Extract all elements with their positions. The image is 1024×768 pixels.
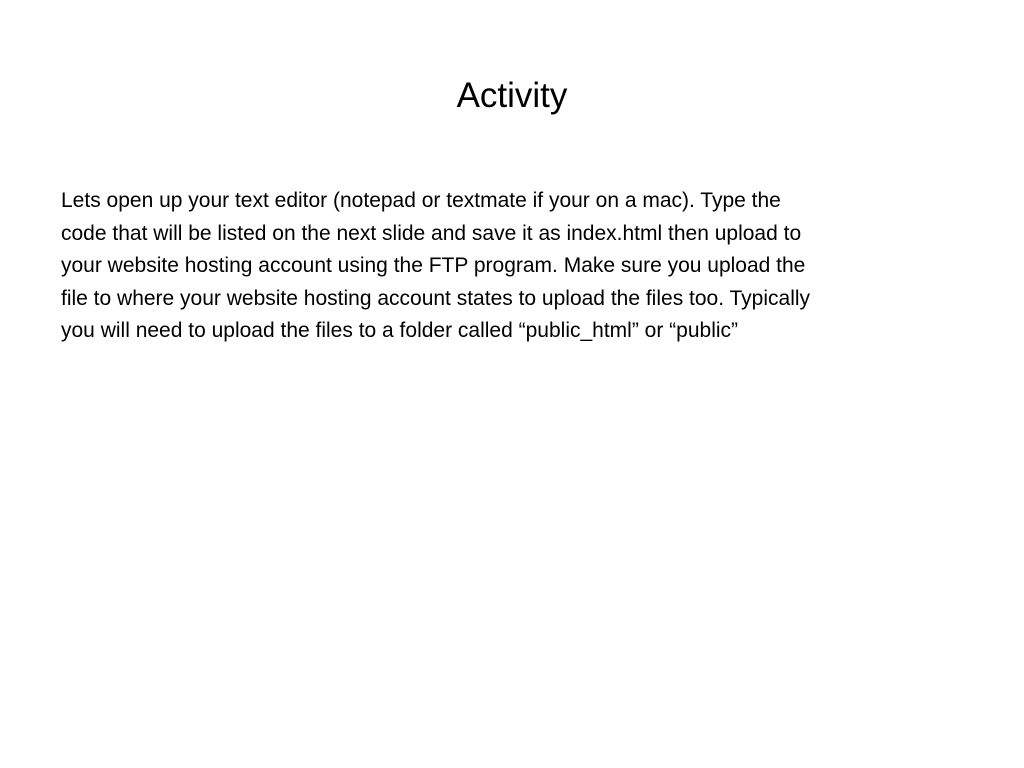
slide-title: Activity xyxy=(456,76,568,115)
slide-body-text: Lets open up your text editor (notepad or textmate if your on a mac). Type the code that will be listed on the next slide and save it as index.html then upload to your website hosting account using the FTP program. Make sure you upload the file to where your website hosting account states to upload the files too. Typically you will need to upload the files to a folder called “public_html” or “public” xyxy=(61,189,811,342)
